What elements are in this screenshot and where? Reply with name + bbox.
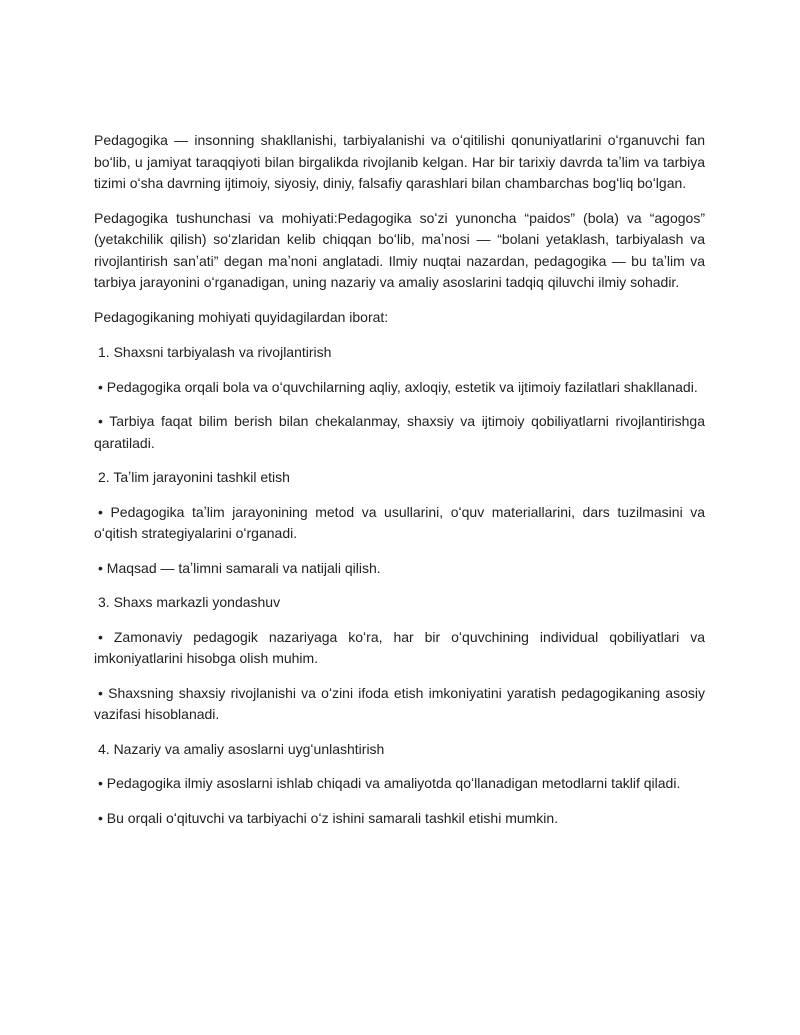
bullet-icon: • <box>98 775 103 791</box>
list-item-text: Tarbiya faqat bilim berish bilan chekalanmay, shaxsiy va ijtimoiy qobiliyatlarni rivojlantirishga qaratiladi. <box>94 413 705 451</box>
bullet-icon: • <box>98 684 103 701</box>
bullet-icon: • <box>98 378 103 395</box>
list-item-text: Pedagogika taʼlim jarayonining metod va usullarini, oʻquv materiallarini, dars tuzilmasini va oʻqitish strategiyalarini oʻrganadi. <box>94 503 706 541</box>
list-item <box>94 502 705 545</box>
list-item-text: Shaxsning shaxsiy rivojlanishi va oʻzini ifoda etish imkoniyatini yaratish pedagogikaning asosiy vazifasi hisoblanadi. <box>94 684 705 722</box>
section-heading-3: 3. Shaxs markazli yondashuv <box>98 594 281 610</box>
section-heading-2: 2. Taʼlim jarayonini tashkil etish <box>98 469 290 485</box>
section-heading-1: 1. Shaxsni tarbiyalash va rivojlantirish <box>98 344 332 360</box>
list-item-text: Bu orqali oʻqituvchi va tarbiyachi oʻz ishini samarali tashkil etishi mumkin. <box>106 809 559 826</box>
list-item <box>94 683 705 726</box>
list-item-text: Maqsad — taʼlimni samarali va natijali qilish. <box>106 559 381 576</box>
document-page <box>94 130 705 842</box>
bullet-icon: • <box>98 503 103 520</box>
essence-intro: Pedagogikaning mohiyati quyidagilardan iborat: <box>94 308 389 325</box>
intro-paragraph: Pedagogika — insonning shakllanishi, tarbiyalanishi va oʻqitilishi qonuniyatlarini oʻrganuvchi fan boʻlib, u jamiyat taraqqiyoti bilan birgalikda rivojlanib kelgan. Har bir tarixiy davrda taʼlim va tarbiya tizimi oʻsha davrning ijtimoiy, siyosiy, diniy, falsafiy qarashlari bilan chambarchas bogʻliq boʻlgan. <box>94 132 705 191</box>
bullet-icon: • <box>98 809 103 826</box>
list-item-text: Pedagogika ilmiy asoslarni ishlab chiqadi va amaliyotda qoʻllanadigan metodlarni taklif qiladi. <box>106 775 681 791</box>
list-item <box>94 773 705 795</box>
list-item <box>94 411 705 454</box>
definition-paragraph: Pedagogika tushunchasi va mohiyati:Pedagogika soʻzi yunoncha “paidos” (bola) va “agogos” (yetakchilik qilish) soʻzlaridan kelib chiqqan boʻlib, maʼnosi — “bolani yetaklash, tarbiyalash va rivojlantirish sanʼati” degan maʼnoni anglatadi. Ilmiy nuqtai nazardan, pedagogika — bu taʼlim va tarbiya jarayonini oʻrganadigan, uning nazariy va amaliy asoslarini tadqiq qiluvchi ilmiy sohadir. <box>94 209 705 290</box>
list-item <box>94 377 705 399</box>
list-item <box>94 808 705 830</box>
bullet-icon: • <box>98 628 103 645</box>
list-item-text: Zamonaviy pedagogik nazariyaga koʻra, har bir oʻquvchining individual qobiliyatlari va imkoniyatlarini hisobga olish muhim. <box>94 628 705 666</box>
section-heading-4: 4. Nazariy va amaliy asoslarni uygʻunlashtirish <box>98 740 385 757</box>
bullet-icon: • <box>98 413 103 429</box>
bullet-icon: • <box>98 559 103 576</box>
list-item-text: Pedagogika orqali bola va oʻquvchilarning aqliy, axloqiy, estetik va ijtimoiy fazilatlari shakllanadi. <box>106 378 698 395</box>
list-item <box>94 558 705 580</box>
list-item <box>94 627 705 670</box>
